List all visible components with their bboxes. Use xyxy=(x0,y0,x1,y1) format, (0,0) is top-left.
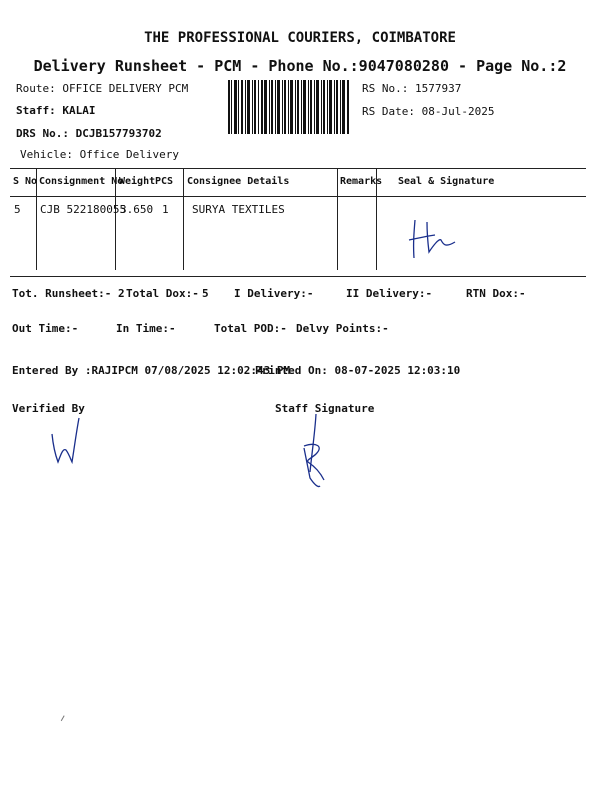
printed-on: Printed On: 08-07-2025 12:03:10 xyxy=(255,364,461,377)
table-header-border xyxy=(10,196,586,197)
delvy-points: Delvy Points:- xyxy=(296,322,389,335)
staff-signature xyxy=(294,412,334,492)
verified-signature xyxy=(46,412,86,468)
rs-date: RS Date: 08-Jul-2025 xyxy=(362,105,495,118)
staff-signature-label: Staff Signature xyxy=(275,402,375,415)
out-time: Out Time:- xyxy=(12,322,79,335)
staff-label: Staff: KALAI xyxy=(16,104,96,117)
table-bottom-border xyxy=(10,276,586,277)
rs-number: RS No.: 1577937 xyxy=(362,82,462,95)
col-divider xyxy=(183,168,184,270)
in-time: In Time:- xyxy=(116,322,176,335)
ii-delivery: II Delivery:- xyxy=(346,287,433,300)
rtn-dox: RTN Dox:- xyxy=(466,287,526,300)
header-consignee: Consignee Details xyxy=(187,176,290,187)
header-seal-signature: Seal & Signature xyxy=(398,176,495,187)
vehicle-label: Vehicle: Office Delivery xyxy=(20,148,179,161)
header-consignment: Consignment No xyxy=(39,176,124,187)
drs-number: DRS No.: DCJB157793702 xyxy=(16,127,162,140)
row-consignee: SURYA TEXTILES xyxy=(192,203,285,216)
tot-runsheet: Tot. Runsheet:- 2 xyxy=(12,287,125,300)
runsheet-title: Delivery Runsheet - PCM - Phone No.:9047080280 - Page No.:2 xyxy=(33,57,567,75)
table-top-border xyxy=(10,168,586,169)
row-pcs: 1 xyxy=(162,203,169,216)
row-sno: 5 xyxy=(14,203,21,216)
company-title: THE PROFESSIONAL COURIERS, COIMBATORE xyxy=(144,30,456,46)
scan-speck xyxy=(61,715,67,722)
row-consignment-no: CJB 522180055 xyxy=(40,203,127,216)
route-label: Route: OFFICE DELIVERY PCM xyxy=(16,82,189,95)
header-remarks: Remarks xyxy=(340,176,383,187)
verified-by-label: Verified By xyxy=(12,402,85,415)
total-pod: Total POD:- xyxy=(214,322,287,335)
barcode-image xyxy=(228,80,350,134)
header-pcs: PCS xyxy=(155,176,174,187)
i-delivery: I Delivery:- xyxy=(234,287,314,300)
total-dox-value: 5 xyxy=(202,287,209,300)
entered-by: Entered By :RAJIPCM 07/08/2025 12:02:43 PM xyxy=(12,364,291,377)
total-dox-label: Total Dox:- xyxy=(126,287,199,300)
col-divider xyxy=(337,168,338,270)
header-sno: S No xyxy=(13,176,38,187)
receiver-signature xyxy=(405,214,465,264)
header-weight: Weight xyxy=(119,176,156,187)
row-weight: 3.650 xyxy=(120,203,154,216)
